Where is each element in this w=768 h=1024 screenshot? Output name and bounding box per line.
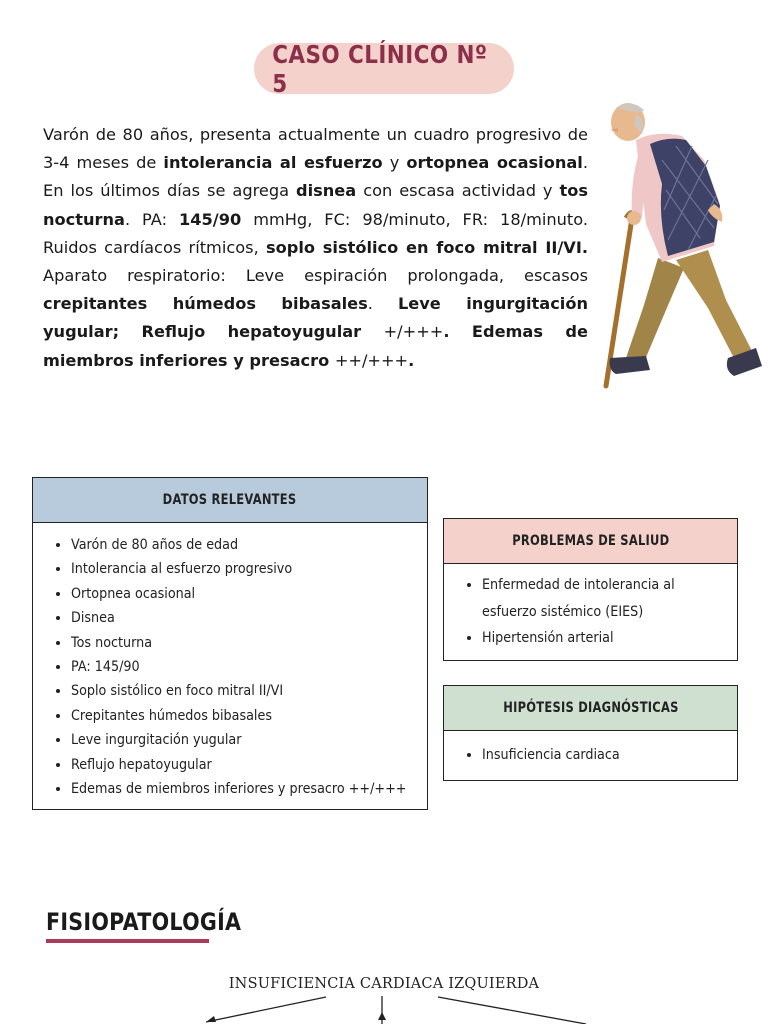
intro-segment: intolerancia al esfuerzo bbox=[163, 153, 383, 173]
list-item bbox=[482, 572, 737, 625]
intro-segment: soplo sistólico en foco mitral II/VI. bbox=[266, 237, 588, 257]
list-item-text: Tos nocturna bbox=[71, 634, 153, 651]
list-item-text: esfuerzo sistémico (EIES) bbox=[482, 603, 644, 620]
hipotesis-diagnosticas-box bbox=[443, 685, 738, 781]
intro-segment: . Edemas de miembros inferiores y presacro bbox=[43, 322, 588, 370]
intro-segment: mmHg, FC: 98/minuto, FR: 18/minuto. Ruidos cardíacos rítmicos, bbox=[43, 209, 588, 257]
intro-segment: crepitantes húmedos bibasales bbox=[43, 294, 368, 314]
intro-segment: 145/90 bbox=[179, 209, 242, 229]
arrow-left-head bbox=[206, 1016, 216, 1022]
list-item-text: Intolerancia al esfuerzo progresivo bbox=[71, 561, 293, 578]
hipotesis-diagnosticas-list bbox=[444, 731, 737, 767]
fisiopatologia-heading: FISIOPATOLOGÍA bbox=[46, 908, 242, 936]
intro-segment: . bbox=[367, 294, 398, 314]
arrow-left bbox=[206, 997, 326, 1022]
list-item bbox=[71, 728, 427, 752]
intro-segment: +/+++ bbox=[383, 322, 444, 342]
hipotesis-diagnosticas-header: HIPÓTESIS DIAGNÓSTICAS bbox=[444, 686, 737, 731]
list-item-text: Insuficiencia cardiaca bbox=[482, 747, 620, 763]
list-item-text: Reflujo hepatoyugular bbox=[71, 756, 212, 773]
intro-segment: . En los últimos días se agrega bbox=[43, 153, 589, 201]
elderly-man-with-cane-illustration bbox=[596, 100, 764, 392]
intro-segment: disnea bbox=[296, 181, 357, 201]
list-item bbox=[71, 631, 427, 655]
list-item bbox=[71, 655, 427, 679]
list-item bbox=[71, 582, 427, 606]
case-description bbox=[43, 121, 588, 375]
list-item-text: Leve ingurgitación yugular bbox=[71, 732, 242, 749]
case-title-pill bbox=[254, 39, 514, 98]
intro-segment: . bbox=[408, 350, 415, 370]
datos-relevantes-box bbox=[32, 477, 428, 810]
intro-segment: ++/+++ bbox=[334, 350, 409, 370]
diagram-arrows bbox=[0, 990, 768, 1024]
list-item-text: Ortopnea ocasional bbox=[71, 585, 196, 602]
intro-segment: y bbox=[382, 153, 407, 173]
list-item-text: Edemas de miembros inferiores y presacro ++/+++ bbox=[71, 781, 407, 798]
intro-segment: Leve ingurgitación yugular; Reflujo hepatoyugular bbox=[43, 294, 588, 342]
list-item bbox=[482, 743, 737, 767]
list-item bbox=[71, 704, 427, 728]
intro-segment: Aparato respiratorio: Leve espiración prolongada, escasos bbox=[43, 266, 588, 286]
list-item bbox=[482, 625, 737, 652]
intro-segment: . PA: bbox=[124, 209, 179, 229]
list-item-text: Crepitantes húmedos bibasales bbox=[71, 707, 272, 724]
intro-segment: ortopnea ocasional bbox=[406, 153, 583, 173]
list-item-text: Varón de 80 años de edad bbox=[71, 537, 239, 553]
intro-segment: Varón de 80 años, presenta actualmente un cuadro progresivo de 3-4 meses de bbox=[43, 125, 588, 173]
list-item bbox=[71, 533, 427, 557]
list-item bbox=[71, 679, 427, 703]
case-title: CASO CLÍNICO Nº 5 bbox=[272, 39, 488, 98]
arrow-right bbox=[438, 997, 586, 1024]
list-item-text: Disnea bbox=[71, 610, 115, 627]
list-item bbox=[71, 753, 427, 777]
arrow-center-head bbox=[378, 1012, 386, 1020]
list-item bbox=[71, 557, 427, 581]
list-item-text: PA: 145/90 bbox=[71, 659, 140, 676]
list-item-text: Soplo sistólico en foco mitral II/VI bbox=[71, 683, 284, 700]
datos-relevantes-list bbox=[33, 523, 427, 801]
fisiopatologia-underline bbox=[46, 939, 209, 943]
intro-segment: con escasa actividad y bbox=[356, 181, 560, 201]
problemas-de-salud-box bbox=[443, 518, 738, 661]
list-item-text: Enfermedad de intolerancia al bbox=[482, 577, 675, 593]
diagram-root-node: INSUFICIENCIA CARDIACA IZQUIERDA bbox=[228, 976, 540, 992]
problemas-de-salud-header: PROBLEMAS DE SALIUD bbox=[444, 519, 737, 564]
list-item bbox=[71, 777, 427, 801]
list-item bbox=[71, 606, 427, 630]
list-item-text: Hipertensión arterial bbox=[482, 630, 614, 646]
intro-segment: tos nocturna bbox=[43, 181, 588, 229]
datos-relevantes-header: DATOS RELEVANTES bbox=[33, 478, 427, 523]
problemas-de-salud-list bbox=[444, 564, 737, 652]
